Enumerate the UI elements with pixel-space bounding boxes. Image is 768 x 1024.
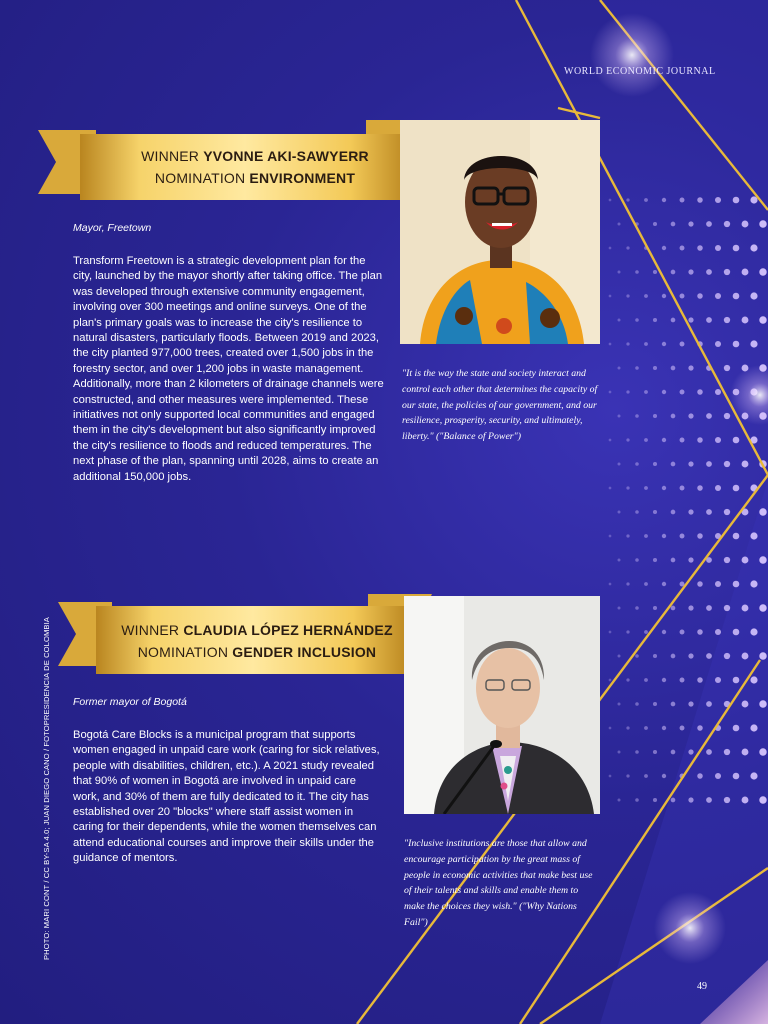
decorative-dot	[750, 676, 757, 683]
decorative-dot	[715, 437, 721, 443]
decorative-dot	[644, 198, 648, 202]
decorative-dot	[671, 798, 676, 803]
winner-quote-2: "Inclusive institutions are those that allow and encourage participation by the great mass of people in economic activities that make best use of their talents and skills and enable them to make the choices they wish." ("Why Nations Fail")	[404, 838, 593, 928]
decorative-dot	[688, 461, 693, 466]
decorative-dot	[759, 604, 766, 611]
decorative-dot	[715, 485, 721, 491]
decorative-dot	[733, 341, 740, 348]
decorative-dot	[635, 558, 639, 562]
decorative-dot	[618, 751, 621, 754]
decorative-dot	[662, 342, 666, 346]
decorative-dot	[750, 340, 757, 347]
decorative-dot	[742, 797, 749, 804]
decorative-dot	[635, 702, 639, 706]
decorative-dot	[653, 750, 657, 754]
decorative-dot	[609, 727, 612, 730]
decorative-dot	[697, 629, 703, 635]
decorative-dot	[653, 798, 657, 802]
decorative-dot	[662, 582, 666, 586]
decorative-dot	[671, 750, 676, 755]
decorative-dot	[671, 222, 676, 227]
decorative-dot	[644, 486, 648, 490]
decorative-dot	[653, 654, 657, 658]
decorative-dot	[662, 390, 666, 394]
decorative-dot	[724, 509, 730, 515]
decorative-dot	[715, 389, 721, 395]
decorative-dot	[635, 366, 639, 370]
decorative-dot	[626, 582, 629, 585]
nomination-label: NOMINATION	[154, 170, 250, 186]
decorative-dot	[688, 797, 693, 802]
decorative-dot	[688, 221, 693, 226]
decorative-dot	[626, 246, 629, 249]
decorative-dot	[697, 485, 703, 491]
nomination-name: ENVIRONMENT	[249, 170, 356, 186]
decorative-dot	[688, 701, 693, 706]
decorative-dot	[653, 606, 657, 610]
decorative-dot	[671, 270, 676, 275]
decorative-dot	[653, 702, 657, 706]
decorative-dot	[626, 390, 629, 393]
decorative-dot	[750, 292, 757, 299]
decorative-dot	[688, 413, 693, 418]
decorative-dot	[733, 485, 740, 492]
winner-label: WINNER	[121, 622, 184, 638]
page-number: 49	[697, 981, 707, 992]
decorative-dot	[733, 629, 740, 636]
decorative-dot	[680, 438, 685, 443]
decorative-dot	[759, 748, 766, 755]
decorative-dot	[618, 559, 621, 562]
decorative-dot	[635, 414, 639, 418]
decorative-dot	[626, 342, 629, 345]
decorative-dot	[759, 508, 766, 515]
decorative-dot	[626, 678, 629, 681]
decorative-dot	[609, 343, 612, 346]
decorative-dot	[635, 654, 639, 658]
decorative-dot	[671, 318, 676, 323]
decorative-dot	[662, 534, 666, 538]
decorative-dot	[626, 774, 629, 777]
decorative-dot	[688, 317, 693, 322]
decorative-dot	[635, 606, 639, 610]
decorative-dot	[733, 773, 740, 780]
decorative-dot	[724, 269, 730, 275]
decorative-dot	[697, 245, 703, 251]
decorative-dot	[733, 533, 740, 540]
decorative-dot	[671, 702, 676, 707]
decorative-dot	[653, 510, 657, 514]
decorative-dot	[644, 438, 648, 442]
decorative-dot	[706, 797, 712, 803]
decorative-dot	[626, 486, 629, 489]
decorative-dot	[724, 317, 730, 323]
decorative-dot	[653, 414, 657, 418]
decorative-dot	[635, 750, 639, 754]
decorative-dot	[644, 678, 648, 682]
decorative-dot	[724, 221, 730, 227]
decorative-dot	[706, 461, 712, 467]
decorative-dot	[644, 342, 648, 346]
decorative-dot	[750, 244, 757, 251]
decorative-dot	[688, 365, 693, 370]
decorative-dot	[742, 221, 749, 228]
decorative-dot	[715, 677, 721, 683]
decorative-dot	[742, 701, 749, 708]
decorative-dot	[618, 271, 621, 274]
decorative-dot	[706, 317, 712, 323]
decorative-dot	[653, 222, 657, 226]
portrait-photo-2	[404, 596, 600, 814]
decorative-dot	[724, 365, 730, 371]
decorative-dot	[653, 558, 657, 562]
decorative-dot	[609, 247, 612, 250]
decorative-dot	[706, 701, 712, 707]
winner-role-2: Former mayor of Bogotá	[73, 696, 187, 708]
decorative-dot	[750, 628, 757, 635]
winner-ribbon-2	[56, 594, 434, 678]
decorative-dot	[724, 653, 730, 659]
decorative-dot	[635, 510, 639, 514]
decorative-dot	[671, 510, 676, 515]
nomination-label: NOMINATION	[137, 644, 233, 660]
decorative-dot	[680, 198, 685, 203]
decorative-dot	[680, 390, 685, 395]
decorative-dot	[697, 437, 703, 443]
decorative-dot	[680, 678, 685, 683]
decorative-dot	[688, 557, 693, 562]
decorative-dot	[618, 799, 621, 802]
decorative-dot	[688, 605, 693, 610]
decorative-dot	[626, 630, 629, 633]
decorative-dot	[715, 293, 721, 299]
decorative-dot	[618, 223, 621, 226]
decorative-dot	[662, 486, 666, 490]
decorative-dot	[697, 293, 703, 299]
decorative-dot	[724, 557, 730, 563]
decorative-dot	[750, 724, 757, 731]
decorative-dot	[688, 653, 693, 658]
decorative-dot	[759, 268, 766, 275]
decorative-dot	[742, 749, 749, 756]
journal-name: WORLD ECONOMIC JOURNAL	[564, 66, 716, 77]
decorative-dot	[733, 677, 740, 684]
decorative-dot	[618, 607, 621, 610]
decorative-dot	[662, 774, 666, 778]
decorative-dot	[680, 630, 685, 635]
decorative-dot	[706, 509, 712, 515]
winner-description-1: Transform Freetown is a strategic development plan for the city, launched by the mayor shortly after taking office. The plan was developed through extensive community engagement, involving over 300 meetings and online surveys. One of the plan's primary goals was to increase the city's resilience to natural disasters, particularly floods. Between 2019 and 2023, the city planted 977,000 trees, created over 1,500 jobs in the forestry sector, and over 1,200 jobs in waste management. Additionally, more than 2 kilometers of drainage channels were constructed, and other measures were implemented. These initiatives not only supported local communities and engaged them in the city's development but also significantly improved the city's resilience to floods and reduced temperatures. The next phase of the plan, spanning until 2028, aims to create an additional 150,000 jobs.	[73, 255, 384, 483]
decorative-dot	[697, 197, 703, 203]
decorative-dot	[609, 295, 612, 298]
decorative-dot	[697, 725, 703, 731]
photo-credit: PHOTO: MARI CONT / CC BY-SA 4.0; JUAN DIEGO CANO / FOTOPRESIDENCIA DE COLOMBIA	[42, 617, 51, 960]
winner-name: YVONNE AKI-SAWYERR	[203, 148, 369, 164]
decorative-dot	[644, 390, 648, 394]
decorative-dot	[724, 461, 730, 467]
decorative-dot	[618, 655, 621, 658]
decorative-dot	[671, 462, 676, 467]
decorative-dot	[662, 294, 666, 298]
decorative-dot	[653, 270, 657, 274]
decorative-dot	[609, 487, 612, 490]
decorative-dot	[618, 511, 621, 514]
decorative-dot	[609, 775, 612, 778]
decorative-dot	[750, 580, 757, 587]
decorative-dot	[618, 319, 621, 322]
decorative-dot	[653, 318, 657, 322]
winner-name: CLAUDIA LÓPEZ HERNÁNDEZ	[183, 622, 393, 638]
decorative-dot	[680, 246, 685, 251]
decorative-dot	[706, 653, 712, 659]
decorative-dot	[733, 245, 740, 252]
decorative-dot	[697, 773, 703, 779]
decorative-dot	[733, 293, 740, 300]
decorative-dot	[733, 725, 740, 732]
decorative-dot	[662, 246, 666, 250]
decorative-dot	[697, 581, 703, 587]
decorative-dot	[609, 439, 612, 442]
decorative-dot	[715, 245, 721, 251]
decorative-dot	[688, 749, 693, 754]
portrait-photo-1	[400, 120, 600, 344]
decorative-dot	[644, 534, 648, 538]
decorative-dot	[618, 367, 621, 370]
decorative-dot	[733, 581, 740, 588]
decorative-dot	[609, 631, 612, 634]
decorative-dot	[662, 726, 666, 730]
decorative-dot	[626, 534, 629, 537]
decorative-dot	[706, 269, 712, 275]
decorative-dot	[680, 534, 685, 539]
decorative-dot	[680, 342, 685, 347]
decorative-dot	[733, 437, 740, 444]
decorative-dot	[618, 415, 621, 418]
decorative-dot	[715, 629, 721, 635]
decorative-dot	[671, 558, 676, 563]
decorative-dot	[626, 198, 629, 201]
decorative-dot	[609, 679, 612, 682]
decorative-dot	[688, 509, 693, 514]
decorative-dot	[609, 199, 612, 202]
decorative-dot	[635, 462, 639, 466]
decorative-dot	[626, 726, 629, 729]
decorative-dot	[724, 413, 730, 419]
decorative-dot	[697, 533, 703, 539]
decorative-dot	[662, 678, 666, 682]
decorative-dot	[759, 652, 766, 659]
decorative-dot	[750, 772, 757, 779]
decorative-dot	[644, 294, 648, 298]
decorative-dot	[715, 581, 721, 587]
decorative-dot	[724, 797, 730, 803]
decorative-dot	[706, 605, 712, 611]
decorative-dot	[759, 700, 766, 707]
decorative-dot	[724, 605, 730, 611]
decorative-dot	[662, 198, 666, 202]
decorative-dot	[715, 773, 721, 779]
decorative-dot	[618, 463, 621, 466]
decorative-dot	[635, 318, 639, 322]
winner-label: WINNER	[141, 148, 204, 164]
decorative-dot	[626, 438, 629, 441]
decorative-dot	[742, 269, 749, 276]
decorative-dot	[626, 294, 629, 297]
decorative-dot	[742, 653, 749, 660]
decorative-dot	[688, 269, 693, 274]
decorative-dot	[680, 486, 685, 491]
decorative-dot	[759, 220, 766, 227]
decorative-dot	[715, 341, 721, 347]
decorative-dot	[759, 316, 766, 323]
decorative-dot	[662, 630, 666, 634]
winner-description-2: Bogotá Care Blocks is a municipal program that supports women engaged in unpaid care work (caring for sick relatives, people with disabilities, children, etc.). A 2021 study revealed that 90% of women in Bogotá are involved in unpaid care work, and 30% of them are fully dedicated to it. The city has established over 20 "blocks" where staff assist women in caring for their dependents, while the women themselves can attend educational courses and improve their skills under the guidance of mentors.	[73, 729, 380, 865]
decorative-dot	[671, 366, 676, 371]
decorative-dot	[671, 414, 676, 419]
decorative-dot	[697, 677, 703, 683]
decorative-dot	[618, 703, 621, 706]
nomination-name: GENDER INCLUSION	[232, 644, 377, 660]
decorative-dot	[759, 556, 766, 563]
decorative-dot	[644, 774, 648, 778]
decorative-dot	[644, 582, 648, 586]
decorative-dot	[662, 438, 666, 442]
winner-quote-1: "It is the way the state and society interact and control each other that determines the capacity of our state, the policies of our government, and our resilience, prosperity, security, and ultimately, liberty." ("Balance of Power")	[402, 368, 598, 443]
decorative-dot	[635, 798, 639, 802]
decorative-dot	[715, 197, 721, 203]
decorative-dot	[635, 270, 639, 274]
decorative-dot	[671, 654, 676, 659]
decorative-dot	[609, 583, 612, 586]
decorative-dot	[742, 461, 749, 468]
decorative-dot	[750, 532, 757, 539]
decorative-dot	[706, 749, 712, 755]
decorative-dot	[609, 391, 612, 394]
decorative-dot	[680, 294, 685, 299]
decorative-dot	[644, 726, 648, 730]
decorative-dot	[706, 221, 712, 227]
decorative-dot	[671, 606, 676, 611]
decorative-dot	[609, 535, 612, 538]
decorative-dot	[653, 462, 657, 466]
decorative-dot	[742, 317, 749, 324]
decorative-dot	[644, 630, 648, 634]
winner-role-1: Mayor, Freetown	[73, 222, 152, 234]
decorative-dot	[680, 726, 685, 731]
decorative-dot	[742, 605, 749, 612]
decorative-dot	[724, 749, 730, 755]
winner-ribbon-1	[36, 120, 434, 204]
decorative-dot	[742, 557, 749, 564]
decorative-dot	[706, 413, 712, 419]
decorative-dot	[653, 366, 657, 370]
decorative-dot	[733, 197, 740, 204]
decorative-dot	[759, 796, 766, 803]
decorative-dot	[697, 389, 703, 395]
